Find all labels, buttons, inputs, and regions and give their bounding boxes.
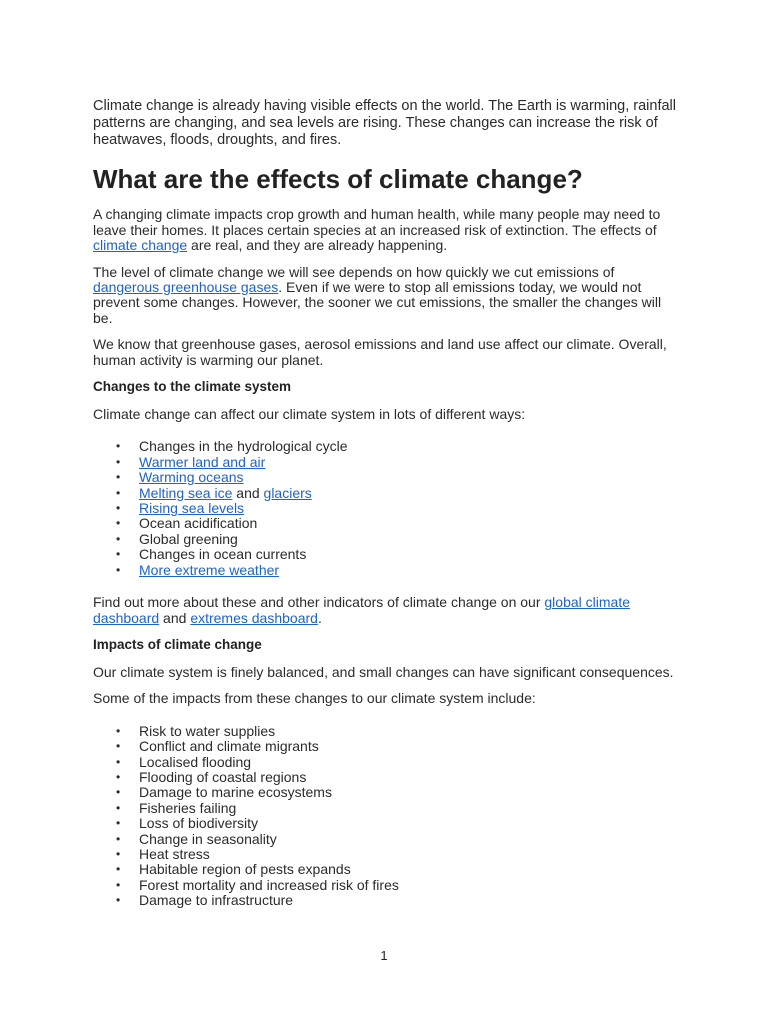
list-item-text: Fisheries failing bbox=[139, 799, 237, 816]
bullet-icon: • bbox=[116, 454, 121, 469]
melting-sea-ice-link[interactable]: Melting sea ice bbox=[139, 484, 233, 501]
impacts-paragraph-1: Our climate system is finely balanced, and small changes can have significant consequences. bbox=[93, 663, 674, 680]
list-item-text: Damage to infrastructure bbox=[139, 892, 294, 909]
list-item-text: Risk to water supplies bbox=[139, 722, 276, 739]
paragraph-3: We know that greenhouse gases, aerosol emissions and land use affect our climate. Overall, human activity is warming our planet. bbox=[93, 336, 667, 368]
list-item-joiner: and bbox=[232, 484, 264, 501]
list-item bbox=[116, 861, 683, 878]
rising-sea-levels-link[interactable]: Rising sea levels bbox=[139, 500, 245, 517]
bullet-icon: • bbox=[116, 831, 121, 846]
list-item bbox=[116, 738, 683, 755]
bullet-icon: • bbox=[116, 754, 121, 769]
list-item-text: Localised flooding bbox=[139, 753, 252, 770]
bullet-icon: • bbox=[116, 739, 121, 754]
list-item bbox=[116, 753, 683, 770]
bullet-icon: • bbox=[116, 547, 121, 562]
list-item bbox=[116, 453, 683, 470]
global-climate-dashboard-link[interactable]: global climate dashboard bbox=[93, 594, 630, 626]
impacts-list bbox=[93, 724, 683, 909]
document-body bbox=[93, 98, 683, 926]
list-item bbox=[116, 546, 683, 563]
list-item-text: Changes in ocean currents bbox=[139, 546, 307, 563]
bullet-icon: • bbox=[116, 785, 121, 800]
section-heading-changes: Changes to the climate system bbox=[93, 379, 292, 395]
list-item-text: Habitable region of pests expands bbox=[139, 861, 351, 878]
extremes-dashboard-link[interactable]: extremes dashboard bbox=[190, 609, 318, 626]
paragraph-1 bbox=[93, 207, 683, 253]
list-item bbox=[116, 515, 683, 532]
dashboard-end: . bbox=[317, 609, 322, 626]
page-number: 1 bbox=[380, 948, 388, 963]
intro-paragraph: Climate change is already having visible effects on the world. The Earth is warming, rainfall patterns are changing, and sea levels are rising. These changes can increase the risk of heatwaves, floods, droughts, and fires. bbox=[93, 98, 676, 148]
paragraph-1-text: A changing climate impacts crop growth and human health, while many people may need to leave their homes. It places certain species at an increased risk of extinction. The effects of bbox=[93, 206, 661, 238]
bullet-icon: • bbox=[116, 846, 121, 861]
climate-system-changes-list bbox=[93, 439, 683, 578]
list-item-text: Changes in the hydrological cycle bbox=[139, 438, 348, 455]
list-item bbox=[116, 876, 683, 893]
glaciers-link[interactable]: glaciers bbox=[263, 484, 312, 501]
greenhouse-gases-link[interactable]: dangerous greenhouse gases bbox=[93, 279, 279, 296]
bullet-icon: • bbox=[116, 877, 121, 892]
list-item-text: Loss of biodiversity bbox=[139, 815, 259, 832]
paragraph-2-text-end: . Even if we were to stop all emissions today, we would not prevent some changes. However, the sooner we cut emissions, the smaller the changes will be. bbox=[93, 279, 662, 326]
warming-oceans-link[interactable]: Warming oceans bbox=[139, 469, 244, 486]
paragraph-2 bbox=[93, 265, 683, 327]
list-item bbox=[116, 799, 683, 816]
list-item-text: Conflict and climate migrants bbox=[139, 738, 319, 755]
list-item bbox=[116, 784, 683, 801]
bullet-icon: • bbox=[116, 816, 121, 831]
list-item-text: Change in seasonality bbox=[139, 830, 277, 847]
bullet-icon: • bbox=[116, 501, 121, 516]
bullet-icon: • bbox=[116, 769, 121, 784]
list-item bbox=[116, 469, 683, 486]
bullet-icon: • bbox=[116, 800, 121, 815]
bullet-icon: • bbox=[116, 470, 121, 485]
list-item bbox=[116, 438, 683, 455]
bullet-icon: • bbox=[116, 485, 121, 500]
extreme-weather-link[interactable]: More extreme weather bbox=[139, 561, 280, 578]
section-1-intro: Climate change can affect our climate system in lots of different ways: bbox=[93, 406, 526, 423]
list-item-text: Global greening bbox=[139, 530, 238, 547]
paragraph-1-text-end: are real, and they are already happening. bbox=[187, 237, 448, 254]
dashboard-joiner: and bbox=[159, 609, 191, 626]
page-title: What are the effects of climate change? bbox=[93, 164, 583, 195]
bullet-icon: • bbox=[116, 862, 121, 877]
dashboard-paragraph bbox=[93, 595, 683, 626]
list-item bbox=[116, 830, 683, 847]
bullet-icon: • bbox=[116, 531, 121, 546]
bullet-icon: • bbox=[116, 893, 121, 908]
list-item bbox=[116, 722, 683, 739]
list-item bbox=[116, 845, 683, 862]
list-item-text: Forest mortality and increased risk of fires bbox=[139, 876, 399, 893]
list-item bbox=[116, 892, 683, 909]
bullet-icon: • bbox=[116, 562, 121, 577]
dashboard-text: Find out more about these and other indicators of climate change on our bbox=[93, 594, 545, 611]
climate-change-link[interactable]: climate change bbox=[93, 237, 188, 254]
list-item bbox=[116, 815, 683, 832]
list-item-text: Ocean acidification bbox=[139, 515, 258, 532]
list-item-text: Damage to marine ecosystems bbox=[139, 784, 332, 801]
bullet-icon: • bbox=[116, 439, 121, 454]
list-item bbox=[116, 530, 683, 547]
list-item bbox=[116, 484, 683, 501]
warmer-land-link[interactable]: Warmer land and air bbox=[139, 453, 266, 470]
list-item-text: Flooding of coastal regions bbox=[139, 768, 307, 785]
list-item bbox=[116, 500, 683, 517]
impacts-paragraph-2: Some of the impacts from these changes to our climate system include: bbox=[93, 690, 536, 707]
list-item-text: Heat stress bbox=[139, 845, 210, 862]
paragraph-2-text: The level of climate change we will see depends on how quickly we cut emissions of bbox=[93, 263, 615, 280]
list-item bbox=[116, 561, 683, 578]
list-item bbox=[116, 768, 683, 785]
bullet-icon: • bbox=[116, 516, 121, 531]
section-heading-impacts: Impacts of climate change bbox=[93, 636, 262, 652]
bullet-icon: • bbox=[116, 723, 121, 738]
